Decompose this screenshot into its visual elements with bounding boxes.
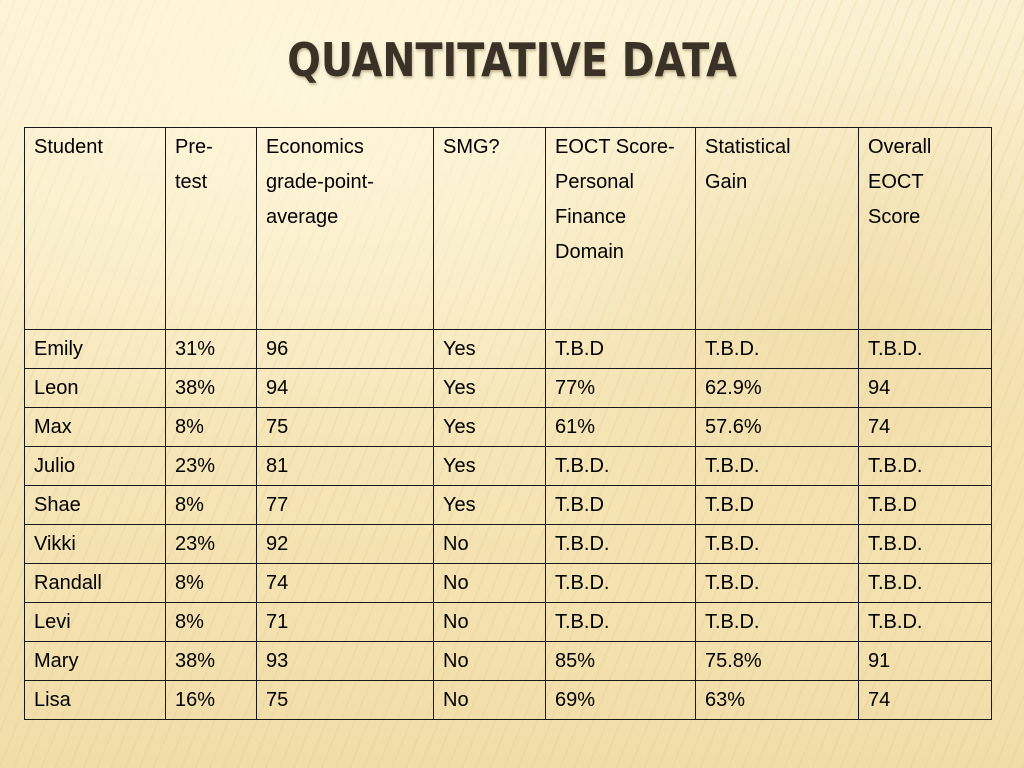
header-gpa-line-2: grade-point- — [266, 171, 374, 193]
cell-statistical-gain: T.B.D. — [696, 447, 859, 486]
cell-smg: No — [434, 564, 546, 603]
header-overall-eoct-score — [859, 128, 992, 330]
cell-statistical-gain: T.B.D. — [696, 564, 859, 603]
table-row — [25, 447, 992, 486]
cell-student: Julio — [25, 447, 166, 486]
cell-statistical-gain: T.B.D — [696, 486, 859, 525]
header-gpa-line-3: average — [266, 206, 339, 228]
cell-student: Leon — [25, 369, 166, 408]
header-pretest-line-2: test — [175, 171, 208, 193]
header-gain-line-2: Gain — [705, 171, 748, 193]
cell-eoct-personal-finance: T.B.D — [546, 486, 696, 525]
cell-overall-eoct-score: T.B.D. — [859, 603, 992, 642]
cell-eoct-personal-finance: T.B.D — [546, 330, 696, 369]
table-row — [25, 369, 992, 408]
cell-smg: No — [434, 681, 546, 720]
cell-eoct-personal-finance: T.B.D. — [546, 525, 696, 564]
cell-student: Levi — [25, 603, 166, 642]
cell-overall-eoct-score: T.B.D. — [859, 447, 992, 486]
cell-economics-gpa: 96 — [257, 330, 434, 369]
cell-student: Mary — [25, 642, 166, 681]
cell-pretest: 8% — [166, 486, 257, 525]
cell-pretest: 16% — [166, 681, 257, 720]
cell-student: Max — [25, 408, 166, 447]
cell-statistical-gain: 57.6% — [696, 408, 859, 447]
cell-smg: No — [434, 525, 546, 564]
table-row — [25, 681, 992, 720]
cell-economics-gpa: 92 — [257, 525, 434, 564]
cell-statistical-gain: T.B.D. — [696, 330, 859, 369]
cell-eoct-personal-finance: 77% — [546, 369, 696, 408]
cell-overall-eoct-score: 91 — [859, 642, 992, 681]
cell-eoct-personal-finance: 85% — [546, 642, 696, 681]
cell-statistical-gain: 62.9% — [696, 369, 859, 408]
cell-smg: Yes — [434, 486, 546, 525]
cell-statistical-gain: 75.8% — [696, 642, 859, 681]
table-row — [25, 525, 992, 564]
cell-economics-gpa: 93 — [257, 642, 434, 681]
header-pretest-line-1: Pre- — [175, 136, 213, 158]
cell-pretest: 38% — [166, 642, 257, 681]
cell-pretest: 8% — [166, 603, 257, 642]
cell-student: Shae — [25, 486, 166, 525]
header-overall-line-3: Score — [868, 206, 921, 228]
cell-economics-gpa: 94 — [257, 369, 434, 408]
cell-overall-eoct-score: 74 — [859, 408, 992, 447]
cell-eoct-personal-finance: T.B.D. — [546, 447, 696, 486]
header-eoct-line-2: Personal — [555, 171, 634, 193]
data-table-container — [24, 127, 991, 720]
header-eoct-line-1: EOCT Score- — [555, 136, 675, 158]
cell-statistical-gain: T.B.D. — [696, 603, 859, 642]
header-eoct-line-3: Finance — [555, 206, 627, 228]
cell-economics-gpa: 81 — [257, 447, 434, 486]
cell-pretest: 8% — [166, 408, 257, 447]
cell-student: Vikki — [25, 525, 166, 564]
cell-overall-eoct-score: 74 — [859, 681, 992, 720]
cell-overall-eoct-score: T.B.D. — [859, 330, 992, 369]
table-row — [25, 564, 992, 603]
header-row — [25, 128, 992, 330]
cell-pretest: 23% — [166, 447, 257, 486]
header-economics-gpa — [257, 128, 434, 330]
cell-pretest: 23% — [166, 525, 257, 564]
table-body — [25, 330, 992, 720]
cell-pretest: 38% — [166, 369, 257, 408]
table-row — [25, 408, 992, 447]
cell-smg: Yes — [434, 369, 546, 408]
cell-eoct-personal-finance: 61% — [546, 408, 696, 447]
header-student: Student — [25, 128, 166, 330]
header-statistical-gain — [696, 128, 859, 330]
table-row — [25, 642, 992, 681]
cell-eoct-personal-finance: 69% — [546, 681, 696, 720]
quantitative-data-table — [24, 127, 992, 720]
header-overall-line-2: EOCT — [868, 171, 924, 193]
cell-overall-eoct-score: T.B.D. — [859, 525, 992, 564]
cell-statistical-gain: 63% — [696, 681, 859, 720]
cell-statistical-gain: T.B.D. — [696, 525, 859, 564]
table-row — [25, 486, 992, 525]
cell-smg: No — [434, 642, 546, 681]
cell-smg: No — [434, 603, 546, 642]
cell-economics-gpa: 75 — [257, 408, 434, 447]
cell-pretest: 31% — [166, 330, 257, 369]
cell-eoct-personal-finance: T.B.D. — [546, 603, 696, 642]
header-gpa-line-1: Economics — [266, 136, 364, 158]
cell-economics-gpa: 77 — [257, 486, 434, 525]
table-row — [25, 330, 992, 369]
cell-overall-eoct-score: 94 — [859, 369, 992, 408]
cell-economics-gpa: 71 — [257, 603, 434, 642]
cell-smg: Yes — [434, 447, 546, 486]
cell-student: Lisa — [25, 681, 166, 720]
cell-pretest: 8% — [166, 564, 257, 603]
slide-title: QUANTITATIVE DATA — [287, 33, 737, 87]
table-row — [25, 603, 992, 642]
header-eoct-line-4: Domain — [555, 241, 624, 263]
header-gain-line-1: Statistical — [705, 136, 791, 158]
header-smg: SMG? — [434, 128, 546, 330]
cell-overall-eoct-score: T.B.D — [859, 486, 992, 525]
cell-student: Emily — [25, 330, 166, 369]
header-eoct-personal-finance — [546, 128, 696, 330]
header-overall-line-1: Overall — [868, 136, 932, 158]
cell-economics-gpa: 75 — [257, 681, 434, 720]
header-pretest — [166, 128, 257, 330]
cell-eoct-personal-finance: T.B.D. — [546, 564, 696, 603]
cell-economics-gpa: 74 — [257, 564, 434, 603]
cell-smg: Yes — [434, 408, 546, 447]
cell-smg: Yes — [434, 330, 546, 369]
cell-overall-eoct-score: T.B.D. — [859, 564, 992, 603]
cell-student: Randall — [25, 564, 166, 603]
